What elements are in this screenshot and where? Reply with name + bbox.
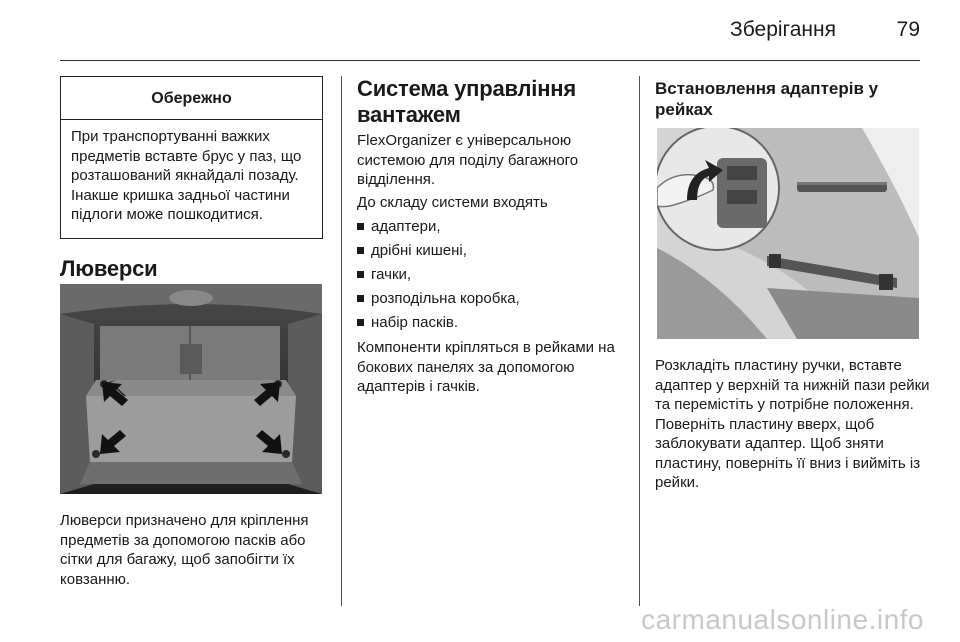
column-divider-2 (639, 76, 640, 606)
adapters-heading: Встановлення адаптерів у рейках (655, 79, 879, 119)
column-divider-1 (341, 76, 342, 606)
list-item (357, 289, 627, 309)
adapters-text: Розкладіть пластину ручки, вставте адаптер у верхній та нижній пази рейки та перемістіть у потрібне положення. Поверніть пластину вверх, щоб заблокувати адаптер. Щоб зняти пластину, поверніть її вниз і вийміть із рейки. (655, 357, 930, 491)
louvers-caption: Люверси призначено для кріплення предметів за допомогою пасків або сітки для багажу, щоб запобігти їх ковзанню. (60, 512, 309, 588)
bullet-square-icon (357, 295, 364, 302)
list-item (357, 217, 627, 237)
header-rule (60, 60, 920, 61)
cargo-louvers-illustration (60, 284, 322, 494)
system-items-list (357, 217, 627, 337)
system-components: Компоненти кріпляться в рейками на бокових панелях за допомогою адаптерів і гачків. (357, 339, 615, 395)
system-intro: FlexOrganizer є універсальною системою для поділу багажного відділення. (357, 132, 579, 188)
section-title: Зберігання (730, 18, 836, 41)
system-heading: Система управління вантажем (357, 76, 577, 127)
page-header (60, 14, 920, 54)
list-item-text: гачки, (371, 266, 412, 284)
warning-title: Обережно (61, 77, 322, 120)
adapter-rail-illustration (657, 128, 919, 339)
louvers-heading: Люверси (60, 256, 158, 281)
list-item (357, 265, 627, 285)
list-item-text: набір пасків. (371, 314, 459, 332)
bullet-square-icon (357, 223, 364, 230)
list-item-text: адаптери, (371, 218, 441, 235)
bullet-square-icon (357, 271, 364, 278)
list-item (357, 313, 627, 333)
bullet-square-icon (357, 247, 364, 254)
bullet-square-icon (357, 319, 364, 326)
warning-box (60, 76, 323, 239)
system-includes: До складу системи входять (357, 194, 548, 211)
list-item (357, 241, 627, 261)
page-number: 79 (896, 18, 920, 41)
warning-text: При транспортуванні важких предметів вставте брус у паз, що розташований якнайдалі позаду. Інакше кришка задньої частини підлоги може пошкодитися. (71, 128, 302, 223)
list-item-text: дрібні кишені, (371, 242, 467, 260)
louvers-figure (60, 284, 322, 494)
list-item-text: розподільна коробка, (371, 290, 520, 308)
watermark: carmanualsonline.info (641, 604, 924, 635)
adapters-figure (657, 128, 919, 339)
